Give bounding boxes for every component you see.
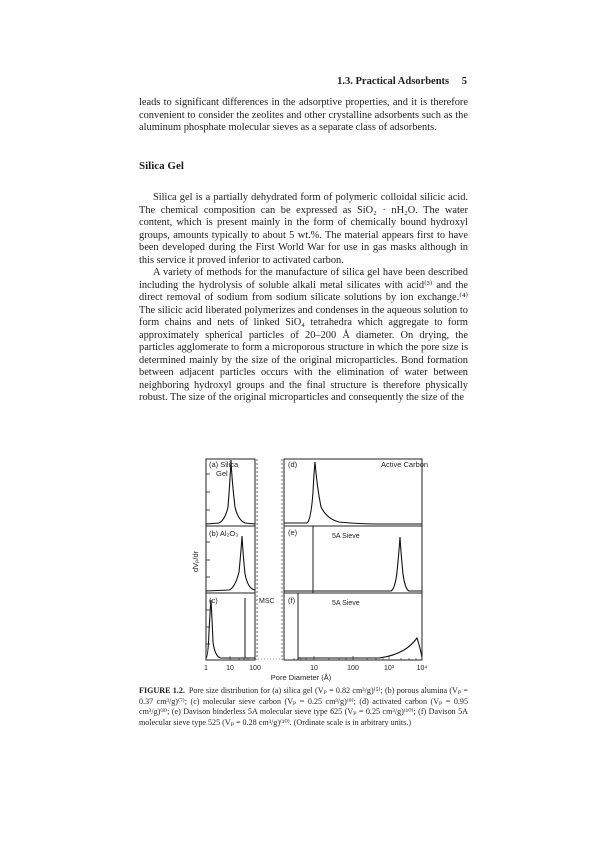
left-frame <box>206 459 255 660</box>
panel-a-label: (a) Silica <box>209 460 239 469</box>
sieve-e-annotation: 5A Sieve <box>332 533 360 540</box>
main-text <box>139 192 468 405</box>
tick-label-10-right: 10 <box>310 665 318 672</box>
active-carbon-curve <box>284 462 422 524</box>
tick-label-1: 1 <box>204 665 208 672</box>
panel-f-label: (f) <box>288 596 296 605</box>
figure-caption <box>139 686 468 728</box>
active-carbon-annotation: Active Carbon <box>381 460 429 469</box>
sieve-5a-625-curve <box>284 537 422 591</box>
paragraph-2: A variety of methods for the manufacture of silica gel have been described including the hydrolysis of soluble alkali metal silicates with acid⁽³⁾ and the direct removal of sodium from sodium silicate solutions by ion exchange.⁽⁴⁾ The silicic acid liberated polymerizes and condenses in the aqueous solution to form chains and nets of linked SiO₄ tetrahedra which aggregate to form approximately spherical particles of 20–200 Å diameter. On drying, the particles agglomerate to form a microporous structure in which the pore size is determined mainly by the size of the original microparticles. Bond formation between adjacent particles occurs with the elimination of water between neighboring hydroxyl groups and the final structure is therefore physically robust. The size of the original microparticles and consequently the size of the <box>139 267 468 403</box>
section-number: 1.3. <box>337 76 353 87</box>
section-heading: Silica Gel <box>139 160 184 172</box>
sieve-f-annotation: 5A Sieve <box>332 600 360 607</box>
x-axis-label: Pore Diameter (Å) <box>270 673 332 682</box>
intro-text <box>139 97 468 135</box>
silica-gel-curve <box>206 460 255 524</box>
page-number: 5 <box>461 76 467 87</box>
tick-label-100-left: 100 <box>249 665 261 672</box>
tick-label-10-left: 10 <box>226 665 234 672</box>
caption-text: Pore size distribution for (a) silica gel (Vₚ = 0.82 cm³/g)⁽⁵⁾; (b) porous alumina (Vₚ = 0.37 cm³/g)⁽⁷⁾; (c) molecular sieve carbon (Vₚ = 0.25 cm³/g)⁽⁹⁾; (d) activated carbon (Vₚ = 0.95 cm³/g)⁽⁸⁾; (e) Davison binderless 5A molecular sieve type 625 (Vₚ = 0.25 cm³/g)⁽¹⁰⁾; (f) Davison 5A molecular sieve type 525 (Vₚ = 0.28 cm³/g)⁽¹⁰⁾. (Ordinate scale is in arbitrary units.) <box>139 686 468 727</box>
tick-label-100-right: 100 <box>347 665 359 672</box>
running-title: Practical Adsorbents <box>355 76 450 87</box>
alumina-curve <box>206 536 255 591</box>
msc-curve <box>206 600 255 658</box>
panel-d-label: (d) <box>288 460 298 469</box>
paragraph-1: Silica gel is a partially dehydrated form of polymeric colloidal silicic acid. The chemical composition can be expressed as SiO₂ · nH₂O. The water content, which is present mainly in the form of chemically bound hydroxyl groups, amounts typically to about 5 wt.%. The material appears first to have been developed during the First World War for use in gas masks although in this service it proved inferior to activated carbon. <box>139 192 468 266</box>
sieve-5a-525-curve <box>298 638 422 658</box>
y-axis-label: dVₚ/dr <box>191 550 200 572</box>
tick-label-10000: 10⁴ <box>416 665 428 672</box>
running-head <box>331 76 467 87</box>
panel-c-label: (c) <box>209 596 218 605</box>
panel-e-label: (e) <box>288 528 298 537</box>
panel-b-label: (b) Al₂O₃ <box>209 529 239 538</box>
figure-pore-size-distribution <box>139 452 468 684</box>
intro-paragraph: leads to significant differences in the adsorptive properties, and it is therefore convenient to consider the zeolites and other crystalline adsorbents such as the aluminum phosphate molecular sieves as a separate class of adsorbents. <box>139 97 468 133</box>
figure-graphic <box>139 452 468 684</box>
caption-label: FIGURE 1.2. <box>139 686 185 695</box>
tick-label-1000: 10³ <box>383 665 395 672</box>
panel-a-label-2: Gel <box>216 469 228 478</box>
msc-label: MSC <box>259 598 275 605</box>
